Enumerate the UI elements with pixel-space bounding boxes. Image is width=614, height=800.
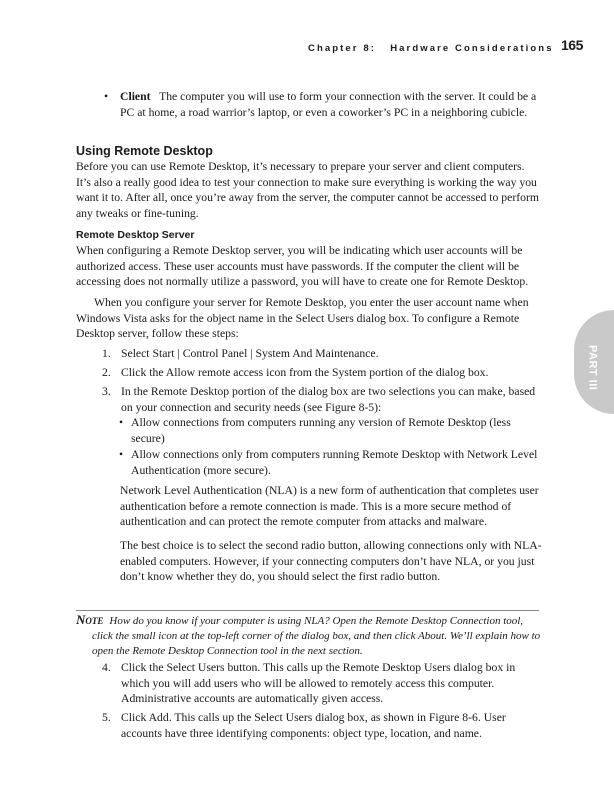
client-text: The computer you will use to form your connection with the server. It could be a PC at home, a road warrior’s laptop, or even a coworker’s PC in a neighboring cubicle. xyxy=(120,90,537,119)
step-text: Click Add. This calls up the Select Users dialog box, as shown in Figure 8-6. User accounts have three identifying components: object type, location, and name. xyxy=(121,711,506,740)
step-3 xyxy=(104,384,544,415)
step-5 xyxy=(104,710,544,741)
best-choice-paragraph: The best choice is to select the second radio button, allowing connections only with NLA-enabled computers. However, if your connecting computers don’t have NLA, or you just don’t know whether they do, you should select the first radio button. xyxy=(120,539,542,584)
step3-option-2 xyxy=(119,447,544,478)
section2-paragraph-1: When configuring a Remote Desktop server, you will be indicating which user accounts will be authorized access. These user accounts must have passwords. If the computer the client will be accessing does not normally utilize a password, you will have to create one for Remote Desktop. xyxy=(76,244,529,289)
section-heading-remote-desktop-server: Remote Desktop Server xyxy=(76,229,195,241)
option-text: Allow connections only from computers running Remote Desktop with Network Level Authentication (more secure). xyxy=(131,448,538,477)
bullet-icon: • xyxy=(119,416,124,429)
bullet-icon: • xyxy=(119,448,124,461)
section2-paragraph-2: When you configure your server for Remote Desktop, you enter the user account name when Windows Vista asks for the object name in the Select Users dialog box. To configure a Remote Desktop server, follow these steps: xyxy=(76,296,529,341)
client-term: Client xyxy=(120,90,151,103)
step-text: Click the Select Users button. This calls up the Remote Desktop Users dialog box in which you will add users who will be allowed to remotely access this computer. Administrative accounts are automatically given access. xyxy=(121,661,516,706)
note-text: How do you know if your computer is using NLA? Open the Remote Desktop Connection tool, click the small icon at the top-left corner of the dialog box, and then click About. We’ll explain how to open the Remote Desktop Connection tool in the next section. xyxy=(92,615,541,658)
step-text: In the Remote Desktop portion of the dialog box are two selections you can make, based on your connection and security needs (see Figure 8-5): xyxy=(121,385,536,414)
section1-paragraph: Before you can use Remote Desktop, it’s necessary to prepare your server and client computers. It’s also a really good idea to test your connection to make sure everything is working the way you want it to. After all, once you’re away from the server, the computer cannot be accessed to perform any tweaks or fine-tuning. xyxy=(76,160,539,220)
step-number: 2. xyxy=(102,366,111,379)
step-2 xyxy=(104,365,544,381)
part-tab-label: PART III xyxy=(586,345,599,391)
section-heading-using-remote-desktop: Using Remote Desktop xyxy=(76,144,213,158)
step-number: 4. xyxy=(102,661,111,674)
nla-paragraph: Network Level Authentication (NLA) is a new form of authentication that completes user authentication before a remote connection is made. This is a more secure method of authentication and can protect the remote computer from attacks and malware. xyxy=(120,484,539,529)
note-label: Note xyxy=(76,612,104,627)
bullet-icon: • xyxy=(104,90,109,103)
page-number: 165 xyxy=(561,37,583,53)
step-text: Click the Allow remote access icon from the System portion of the dialog box. xyxy=(121,366,489,379)
step3-option-1 xyxy=(119,415,544,446)
step-text: Select Start | Control Panel | System And Maintenance. xyxy=(121,347,379,360)
bullet-client xyxy=(104,89,544,120)
running-head: Chapter 8: Hardware Considerations xyxy=(308,43,554,54)
step-1 xyxy=(104,346,544,362)
step-number: 5. xyxy=(102,711,111,724)
note-divider xyxy=(76,610,539,611)
step-number: 3. xyxy=(102,385,111,398)
note-box xyxy=(76,612,542,660)
step-number: 1. xyxy=(102,347,111,360)
option-text: Allow connections from computers running any version of Remote Desktop (less secure) xyxy=(131,416,511,445)
step-4 xyxy=(104,660,544,707)
